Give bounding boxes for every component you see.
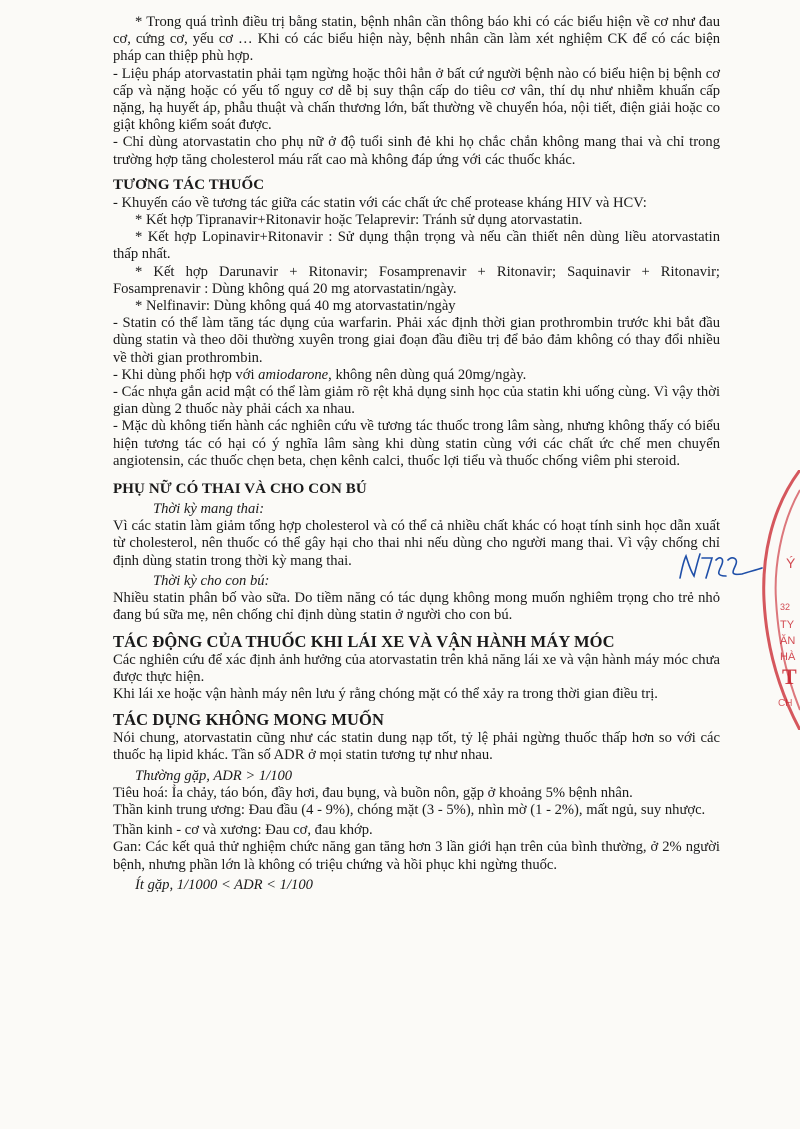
paragraph-adverse-intro: Nói chung, atorvastatin cũng như các statin dung nạp tốt, tỷ lệ phải ngừng thuốc thấp hơn so với các thuốc hạ lipid khác. Tần số ADR ở mọi statin tương tự như nhau. (113, 730, 720, 764)
paragraph-stop-therapy: - Liệu pháp atorvastatin phải tạm ngừng hoặc thôi hẳn ở bất cứ người bệnh nào có biểu hiện bị bệnh cơ cấp và nặng hoặc có yếu tố nguy cơ dễ bị suy thận cấp do tiêu cơ vân, thí dụ như nhiễm khuẩn cấp nặng, hạ huyết áp, phẫu thuật và chấn thương lớn, bất thường về chuyển hóa, nội tiết, điện giải hoặc co giật không kiểm soát được. (113, 65, 720, 134)
document-body (113, 14, 720, 894)
paragraph-amiodarone (113, 367, 720, 384)
paragraph-warfarin: - Statin có thể làm tăng tác dụng của warfarin. Phải xác định thời gian prothrombin trước khi bắt đầu dùng statin và theo dõi thường xuyên trong giai đoạn đầu điều trị để bảo đảm không có thay đổi nhiều về thời gian prothrombin. (113, 315, 720, 366)
svg-text:ĂN: ĂN (780, 635, 796, 647)
heading-adverse-effects: TÁC DỤNG KHÔNG MONG MUỐN (113, 710, 384, 730)
subheading-uncommon: Ít gặp, 1/1000 < ADR < 1/100 (135, 876, 313, 893)
company-stamp (752, 470, 800, 730)
paragraph-driving-1: Các nghiên cứu để xác định ảnh hưởng của atorvastatin trên khả năng lái xe và vận hành máy móc chưa được thực hiện. (113, 651, 720, 685)
paragraph-clinical-interactions: - Mặc dù không tiến hành các nghiên cứu về tương tác thuốc trong lâm sàng, nhưng không thấy có biểu hiện tương tác có hại có ý nghĩa lâm sàng khi dùng statin cùng với các chất ức chế men chuyển angiotensin, các thuốc chẹn beta, chẹn kênh calci, thuốc lợi tiểu và thuốc chống viêm phi steroid. (113, 418, 720, 469)
interaction-item: * Kết hợp Darunavir + Ritonavir; Fosamprenavir + Ritonavir; Saquinavir + Ritonavir; Fosamprenavir : Dùng không quá 20 mg atorvastatin/ngày. (113, 263, 720, 297)
interaction-item: * Kết hợp Tipranavir+Ritonavir hoặc Telaprevir: Tránh sử dụng atorvastatin. (135, 212, 583, 229)
heading-driving: TÁC ĐỘNG CỦA THUỐC KHI LÁI XE VÀ VẬN HÀNH MÁY MÓC (113, 631, 615, 651)
paragraph-liver: Gan: Các kết quả thử nghiệm chức năng gan tăng hơn 3 lần giới hạn trên của bình thường, ở 2% người bệnh, nhưng phần lớn là không có triệu chứng và hồi phục khi ngừng thuốc. (113, 839, 720, 873)
paragraph-driving-2: Khi lái xe hoặc vận hành máy nên lưu ý rằng chóng mặt có thể xảy ra trong thời gian điều trị. (113, 685, 658, 702)
svg-text:HÀ: HÀ (780, 651, 796, 663)
interactions-intro: - Khuyến cáo về tương tác giữa các statin với các chất ức chế protease kháng HIV và HCV: (113, 194, 647, 211)
amiodarone-prefix: - Khi dùng phối hợp với (113, 366, 259, 383)
paragraph-ck-test: * Trong quá trình điều trị bằng statin, bệnh nhân cần thông báo khi có các biểu hiện về cơ như đau cơ, cứng cơ, yếu cơ … Khi có các biểu hiện này, bệnh nhân cần làm xét nghiệm CK để có các biện pháp can thiệp phù hợp. (113, 14, 720, 65)
svg-text:32: 32 (780, 602, 791, 612)
amiodarone-term: amiodarone (258, 366, 329, 383)
paragraph-pregnancy: Vì các statin làm giảm tổng hợp cholesterol và có thể cả nhiều chất khác có hoạt tính sinh học dẫn xuất từ cholesterol, nên thuốc có thể gây hại cho thai nhi nếu dùng cho người mang thai. Vì vậy chống chỉ định dùng statin trong thời kỳ mang thai. (113, 518, 720, 569)
paragraph-musculoskeletal: Thần kinh - cơ và xương: Đau cơ, đau khớp. (113, 822, 373, 839)
paragraph-bile-acid-resin: - Các nhựa gắn acid mật có thể làm giảm rõ rệt khả dụng sinh học của statin khi uống cùng. Vì vậy thời gian dùng 2 thuốc này phải cách xa nhau. (113, 384, 720, 418)
interaction-item: * Kết hợp Lopinavir+Ritonavir : Sử dụng thận trọng và nếu cần thiết nên dùng liều atorvastatin thấp nhất. (113, 229, 720, 263)
svg-text:TY: TY (780, 619, 795, 631)
subheading-lactation: Thời kỳ cho con bú: (153, 572, 270, 589)
heading-pregnancy-lactation: PHỤ NỮ CÓ THAI VÀ CHO CON BÚ (113, 481, 367, 498)
heading-drug-interactions: TƯƠNG TÁC THUỐC (113, 176, 265, 193)
subheading-common: Thường gặp, ADR > 1/100 (135, 767, 293, 784)
amiodarone-suffix: , không nên dùng quá 20mg/ngày. (328, 366, 527, 383)
paragraph-digestive: Tiêu hoá: Ỉa chảy, táo bón, đầy hơi, đau bụng, và buồn nôn, gặp ở khoảng 5% bệnh nhân. (113, 784, 633, 801)
paragraph-cns: Thần kinh trung ương: Đau đầu (4 - 9%), chóng mặt (3 - 5%), nhìn mờ (1 - 2%), mất ngủ, suy nhược. (113, 801, 706, 818)
svg-text:CH: CH (778, 698, 793, 709)
svg-text:Ý: Ý (786, 555, 796, 571)
svg-text:T: T (782, 664, 797, 689)
paragraph-women-childbearing: - Chỉ dùng atorvastatin cho phụ nữ ở độ tuổi sinh đẻ khi họ chắc chắn không mang thai và chỉ trong trường hợp tăng cholesterol máu rất cao mà không đáp ứng với các thuốc khác. (113, 134, 720, 168)
subheading-pregnancy: Thời kỳ mang thai: (153, 501, 265, 518)
paragraph-lactation: Nhiều statin phân bố vào sữa. Do tiềm năng có tác dụng không mong muốn nghiêm trọng cho trẻ nhỏ đang bú sữa mẹ, nên chống chỉ định dùng statin ở người cho con bú. (113, 590, 720, 624)
interaction-item: * Nelfinavir: Dùng không quá 40 mg atorvastatin/ngày (135, 298, 456, 315)
